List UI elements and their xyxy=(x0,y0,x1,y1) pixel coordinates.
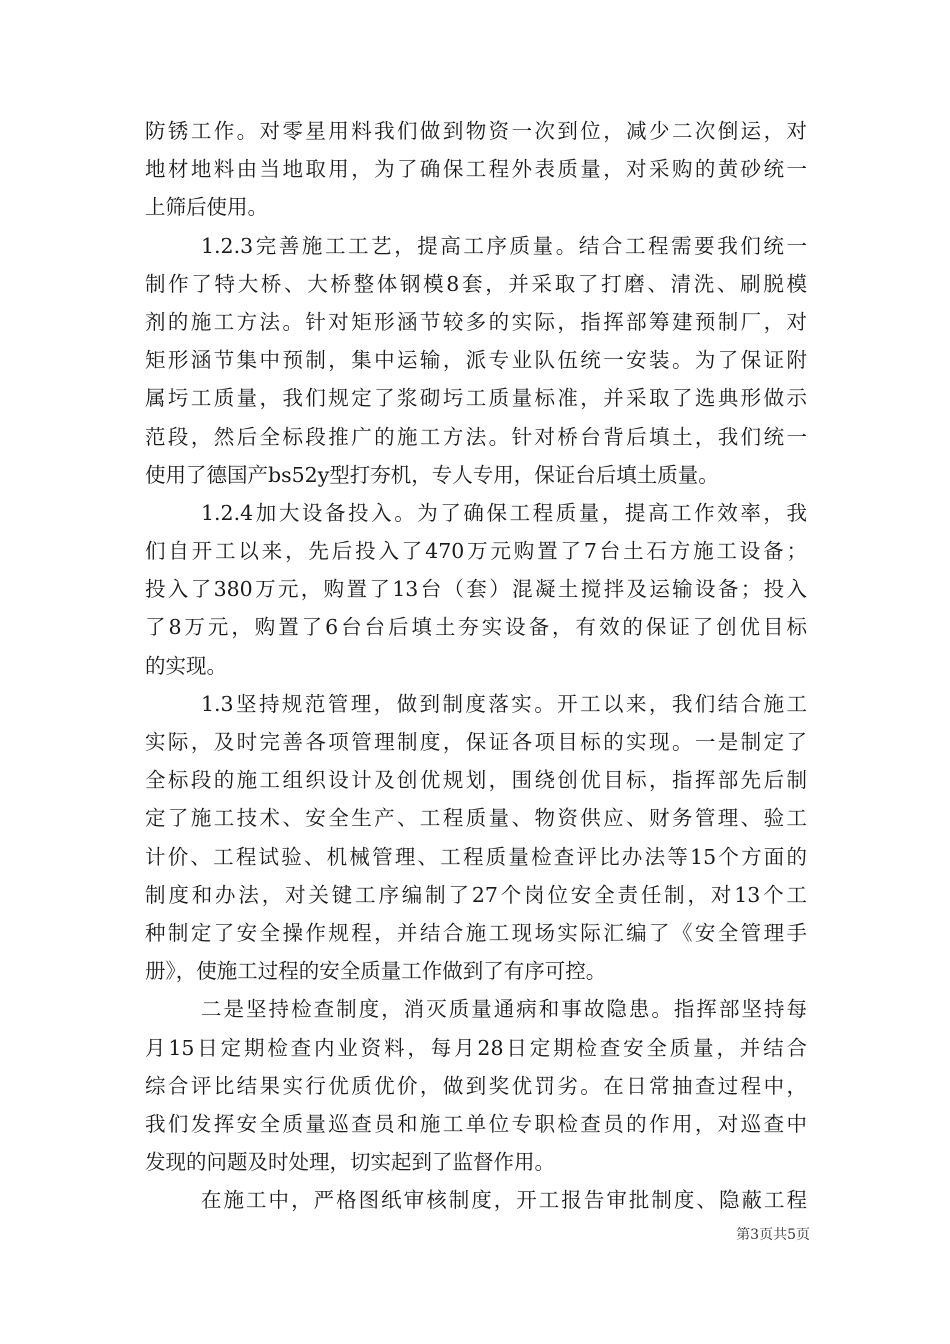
body-text xyxy=(145,112,807,1219)
text-line: 属圬工质量，我们规定了浆砌圬工质量标准，并采取了选典形做示 xyxy=(145,386,807,411)
paragraph xyxy=(145,112,807,227)
text-line: 们自开工以来，先后投入了470万元购置了7台土石方施工设备； xyxy=(145,539,807,564)
text-line: 发现的问题及时处理，切实起到了监督作用。 xyxy=(145,1150,555,1175)
text-line: 实际，及时完善各项管理制度，保证各项目标的实现。一是制定了 xyxy=(145,730,807,754)
text-line: 1.2.4加大设备投入。为了确保工程质量，提高工作效率，我 xyxy=(201,500,807,525)
text-line: 综合评比结果实行优质优价，做到奖优罚劣。在日常抽查过程中， xyxy=(145,1073,807,1098)
text-line: 全标段的施工组织设计及创优规划，围绕创优目标，指挥部先后制 xyxy=(145,768,807,793)
text-line: 剂的施工方法。针对矩形涵节较多的实际，指挥部筹建预制厂，对 xyxy=(145,309,807,334)
text-line: 防锈工作。对零星用料我们做到物资一次到位，减少二次倒运，对 xyxy=(145,119,807,143)
text-line: 矩形涵节集中预制，集中运输，派专业队伍统一安装。为了保证附 xyxy=(145,348,807,373)
text-line: 上筛后使用。 xyxy=(145,195,268,220)
text-line: 制作了特大桥、大桥整体钢模8套，并采取了打磨、清洗、刷脱模 xyxy=(145,271,807,296)
paragraph xyxy=(145,494,807,685)
text-line: 1.2.3完善施工工艺，提高工序质量。结合工程需要我们统一 xyxy=(201,233,807,258)
text-line: 册》，使施工过程的安全质量工作做到了有序可控。 xyxy=(145,959,607,984)
paragraph xyxy=(145,1181,807,1219)
text-line: 地材地料由当地取用，为了确保工程外表质量，对采购的黄砂统一 xyxy=(145,157,807,182)
text-line: 范段，然后全标段推广的施工方法。针对桥台背后填土，我们统一 xyxy=(145,424,807,449)
paragraph xyxy=(145,990,807,1181)
text-line: 种制定了安全操作规程，并结合施工现场实际汇编了《安全管理手 xyxy=(145,920,807,945)
text-line: 月15日定期检查内业资料，每月28日定期检查安全质量，并结合 xyxy=(145,1035,807,1060)
paragraph xyxy=(145,685,807,991)
text-line: 我们发挥安全质量巡查员和施工单位专职检查员的作用，对巡查中 xyxy=(145,1111,807,1136)
text-line: 的实现。 xyxy=(145,653,227,678)
text-line: 计价、工程试验、机械管理、工程质量检查评比办法等15个方面的 xyxy=(145,844,807,869)
page-number: 第3页共5页 xyxy=(736,1227,810,1243)
text-line: 制度和办法，对关键工序编制了27个岗位安全责任制，对13个工 xyxy=(145,882,807,907)
text-line: 在施工中，严格图纸审核制度，开工报告审批制度、隐蔽工程 xyxy=(201,1188,807,1213)
paragraph xyxy=(145,227,807,494)
text-line: 使用了德国产bs52y型打夯机，专人专用，保证台后填土质量。 xyxy=(145,462,719,487)
text-line: 了8万元，购置了6台台后填土夯实设备，有效的保证了创优目标 xyxy=(145,615,807,640)
text-line: 投入了380万元，购置了13台（套）混凝土搅拌及运输设备；投入 xyxy=(145,577,807,602)
text-line: 1.3坚持规范管理，做到制度落实。开工以来，我们结合施工 xyxy=(201,691,807,716)
text-line: 定了施工技术、安全生产、工程质量、物资供应、财务管理、验工 xyxy=(145,806,807,831)
text-line: 二是坚持检查制度，消灭质量通病和事故隐患。指挥部坚持每 xyxy=(201,997,807,1022)
